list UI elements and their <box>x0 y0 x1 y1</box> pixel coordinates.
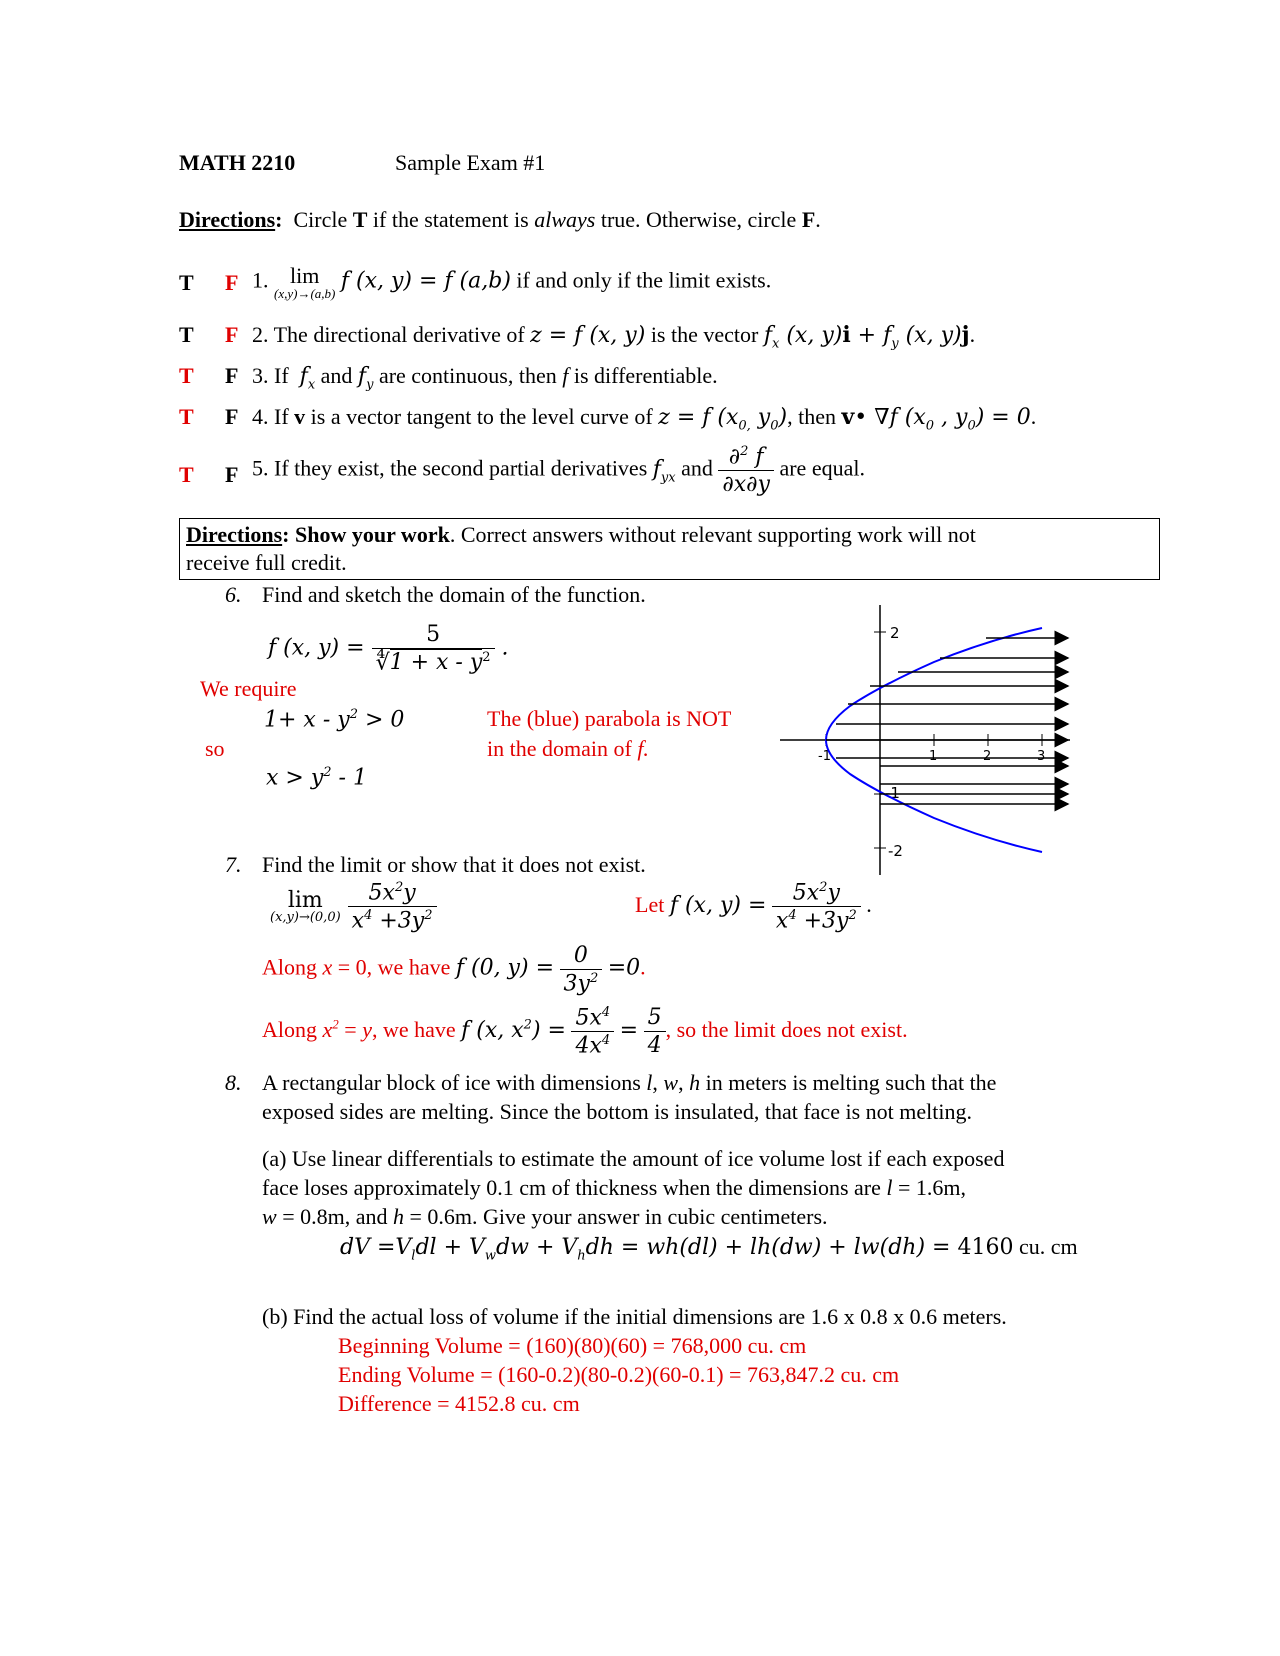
q8-line2: exposed sides are melting. Since the bottom is insulated, that face is not melting. <box>262 1099 972 1124</box>
tf1-f[interactable]: F <box>225 270 239 295</box>
q7-along1-lhs: f (0, y) = <box>455 955 554 981</box>
tf3-f[interactable]: F <box>225 363 239 388</box>
q6-inequality2: $x > y^2 - 1$ <box>266 765 367 791</box>
directions2-bold: Show your work <box>294 522 450 547</box>
q6-so: so <box>205 736 225 761</box>
q8-line1-b: in meters is melting such that the <box>705 1070 997 1095</box>
q8b-answer1: Beginning Volume = (160)(80)(60) = 768,000 cu. cm <box>338 1333 807 1358</box>
q7-prompt: Find the limit or show that it does not exist. <box>262 852 646 877</box>
q6-note-line2 <box>487 736 649 762</box>
tf5-f[interactable]: F <box>225 462 239 487</box>
directions2-line2: receive full credit. <box>186 550 347 575</box>
tf2-statement: 2. The directional derivative of z = f (x, y) is the vector $f_x$ (x, $y)i + f_y$ (x, y)j. <box>252 322 976 352</box>
tf5-and: and <box>681 455 713 481</box>
q8-w: w <box>663 1070 679 1095</box>
q6-ineq1: 1+ x - y <box>264 707 350 733</box>
exam-title: Sample Exam #1 <box>395 150 546 175</box>
tf4-text: If <box>274 404 289 429</box>
q7-along2-lhs-end: ) = <box>531 1017 566 1043</box>
q8a-line1: (a) Use linear differentials to estimate the amount of ice volume lost if each exposed <box>262 1146 1005 1171</box>
tf1-t[interactable]: T <box>179 270 194 295</box>
q6-domain-graph <box>780 600 1080 880</box>
q6-note-f: f. <box>637 736 649 761</box>
tf4-num: 4. <box>252 404 269 429</box>
q8a-line3-a: = 0.8m, and <box>282 1204 388 1229</box>
tf2-num: 2. <box>252 322 269 347</box>
directions2-text-a: . Correct answers without relevant supporting work will not <box>449 522 976 547</box>
q7-along2-end: , so the limit does not exist. <box>665 1016 908 1042</box>
q8-line1-a: A rectangular block of ice with dimensions <box>262 1070 641 1095</box>
directions-end: . <box>815 207 821 232</box>
q7-lim: lim <box>287 888 323 914</box>
q7-let-numer-end: y <box>827 880 840 906</box>
directions2-line1: Directions: Show your work. Correct answers without relevant supporting work will not <box>186 522 976 547</box>
q6-denom: 1 + x - y <box>389 650 483 676</box>
q8-h: h <box>689 1070 701 1095</box>
tf5-num: 5. <box>252 455 269 481</box>
q6-ineq1-rhs: > 0 <box>357 707 405 733</box>
domain-arrows <box>826 638 1068 804</box>
q7-along2-result-num: 5 <box>647 1005 662 1031</box>
q7-along2-result <box>644 1005 666 1058</box>
tick-x-3: 3 <box>1037 749 1046 764</box>
q6-note-line1: The (blue) parabola is NOT <box>487 706 732 731</box>
q6-prompt: Find and sketch the domain of the function. <box>262 582 646 607</box>
q8a-line3-b: = 0.6m. Give your answer in cubic centimeters. <box>409 1204 828 1229</box>
q7-let-lhs: f (x, y) = <box>669 892 767 918</box>
q7-along1-rhs: =0 <box>607 955 641 981</box>
q8a-line2-b: = 1.6m, <box>898 1175 967 1200</box>
q6-numer: 5 <box>426 622 441 647</box>
directions-text-a: Circle <box>293 207 348 232</box>
q7-fraction: $\frac{5x^2y}{x^4 +3y^2}$ <box>348 880 437 934</box>
directions-t: T <box>352 207 368 232</box>
q7-let-expression: Let f (x, y) = $\frac{5x^2y}{x^4 +3y^2}$ . <box>635 880 872 934</box>
q7-denom-a: x <box>351 908 365 934</box>
directions2-label: Directions <box>186 522 283 547</box>
q8b-answer3: Difference = 4152.8 cu. cm <box>338 1391 580 1416</box>
q7-along2-den: 4x <box>575 1033 602 1059</box>
q7-along2-eq: = <box>619 1017 639 1043</box>
q7-along2-a: Along <box>262 1016 317 1042</box>
directions-text-b: if the statement is <box>372 207 529 232</box>
q8b-answer2: Ending Volume = (160-0.2)(80-0.2)(60-0.1) = 763,847.2 cu. cm <box>338 1362 900 1387</box>
q6-number: 6. <box>225 582 242 607</box>
q7-along1-den: 3y <box>563 971 590 997</box>
tf4-then: , then <box>787 404 836 429</box>
tf5-text: If they exist, the second partial derivatives <box>274 455 648 481</box>
q6-note2: in the domain of <box>487 736 632 761</box>
q7-along2-fraction: $\frac{5x^4}{4x^4}$ <box>571 1005 614 1059</box>
tf4-text2: is a vector tangent to the level curve of <box>310 404 653 429</box>
q7-along1-fraction: $\frac{0}{3y^2}$ <box>560 943 603 996</box>
tf1-statement: 1. lim (x,y)→(a,b) f (x, y) = f (a,b) if and only if the limit exists. <box>252 263 772 301</box>
q6-ineq2: x > y <box>266 765 324 791</box>
q7-along1: Along x = 0, we have f (0, y) = $\frac{0}{3y^2}$ =0. <box>262 943 646 997</box>
q7-let-denom-b: +3y <box>796 908 849 934</box>
q8-line1: A rectangular block of ice with dimensions l, w, h in meters is melting such that the <box>262 1070 997 1095</box>
q7-let-denom-a: x <box>775 908 789 934</box>
tf3-and: and <box>320 363 353 388</box>
q7-along2-c: , we have <box>371 1016 456 1042</box>
q7-along2-b: = <box>344 1016 357 1042</box>
tf2-t[interactable]: T <box>179 322 194 347</box>
tf3-statement: 3. If $f_x$ and $f_y$ are continuous, then f is differentiable. <box>252 363 718 393</box>
q7-along1-x: x <box>322 954 333 980</box>
tick-y-2: 2 <box>890 624 900 642</box>
tf5-fraction: $\frac{\partial^2 f}{\partial x\partial y}$ <box>718 444 774 497</box>
q7-numer: 5x <box>368 880 395 906</box>
tf2-text2: is the vector <box>650 322 759 347</box>
q7-numer-end: y <box>403 880 416 906</box>
q6-fraction: $\frac{5}{∜1 + x - y^2}$ <box>372 622 495 675</box>
tf4-statement: 4. If v is a vector tangent to the level curve of z = f ($x_{0,}$ $y_0$), then v• ∇f ($x_0$ , $y_0) = 0$. <box>252 404 1037 434</box>
tf2-f[interactable]: F <box>225 322 239 347</box>
q8a-line3: w = 0.8m, and h = 0.6m. Give your answer in cubic centimeters. <box>262 1204 828 1229</box>
q7-along2: Along $x^2 = y$, we have f (x, $x^2$) = $\frac{5x^4}{4x^4}$ = $\frac{5}{4}$ , so the limit does not exist. <box>262 1005 908 1059</box>
q6-inequality1: $1+ x - y^2 > 0$ <box>264 707 405 733</box>
q8a-line2-a: face loses approximately 0.1 cm of thickness when the dimensions are <box>262 1175 881 1200</box>
q7-number: 7. <box>225 852 242 877</box>
directions-f: F <box>801 207 816 232</box>
q7-along1-num: 0 <box>573 943 588 968</box>
q8-number: 8. <box>225 1070 242 1095</box>
tf5-t[interactable]: T <box>179 462 194 487</box>
tf3-text: If <box>274 363 289 388</box>
q8a-line2: face loses approximately 0.1 cm of thickness when the dimensions are l = 1.6m, <box>262 1175 967 1200</box>
tf1-text: if and only if the limit exists. <box>516 267 772 293</box>
q8a-answer-units: cu. cm <box>1018 1234 1078 1259</box>
directions-label: Directions <box>179 207 276 232</box>
tf3-text3: is differentiable. <box>573 363 718 388</box>
tf3-num: 3. <box>252 363 269 388</box>
q7-along1-a: Along <box>262 954 317 980</box>
q7-let-fraction: $\frac{5x^2y}{x^4 +3y^2}$ <box>772 880 861 934</box>
directions-text-c: true. Otherwise, circle <box>600 207 797 232</box>
q7-along2-lhs: f (x, x <box>461 1017 524 1043</box>
q6-ineq2-rhs: - 1 <box>331 765 367 791</box>
tf4-t[interactable]: T <box>179 404 194 429</box>
q8-l: l <box>646 1070 653 1095</box>
q7-let: Let <box>635 891 665 917</box>
course-title: MATH 2210 <box>179 150 296 175</box>
tick-y-neg1: -1 <box>885 784 900 802</box>
q8b-line: (b) Find the actual loss of volume if the initial dimensions are 1.6 x 0.8 x 0.6 meters. <box>262 1304 1007 1329</box>
tick-x-1: 1 <box>929 749 938 764</box>
q6-lhs: f (x, y) = <box>268 635 365 661</box>
tf3-t[interactable]: T <box>179 363 194 388</box>
q7-limit-expression <box>270 880 437 934</box>
tick-x-2: 2 <box>983 749 992 764</box>
q6-function: f (x, y) = $\frac{5}{∜1 + x - y^2}$ . <box>268 622 509 676</box>
tf3-f-var: f <box>562 363 569 388</box>
tf1-limit: lim (x,y)→(a,b) <box>274 263 336 301</box>
q7-along2-result-den: 4 <box>644 1031 666 1058</box>
tf5-statement: 5. If they exist, the second partial derivatives $f_{yx}$ and $\frac{\partial^2 f}{\partial x\partial y}$ are equal. <box>252 444 865 498</box>
tf4-f[interactable]: F <box>225 404 239 429</box>
q7-let-numer: 5x <box>792 880 820 906</box>
q7-along2-num: 5x <box>575 1005 602 1031</box>
q8a-answer-lhs: dV =V <box>340 1235 412 1260</box>
tf3-text2: are continuous, then <box>378 363 557 388</box>
tf2-text: The directional derivative of <box>273 322 525 347</box>
directions-always: always <box>534 207 596 232</box>
q7-lim-sub: (x,y)→(0,0) <box>270 910 341 926</box>
tf1-num: 1. <box>252 267 269 293</box>
q8a-answer: dV $=V_ldl + V_wdw + V_hdh = wh(dl) + lh(dw) + lw(dh) = 4160$ cu. cm <box>340 1234 1078 1264</box>
tick-y-neg2: -2 <box>888 842 903 860</box>
q6-work-require: We require <box>200 676 297 701</box>
q7-along1-b: = 0, we have <box>337 954 451 980</box>
tf4-v: v <box>294 404 306 429</box>
tick-x-neg1: -1 <box>818 749 831 764</box>
directions-line: Directions: Circle T if the statement is always true. Otherwise, circle F. <box>179 207 821 232</box>
q7-denom-b: +3y <box>372 908 425 934</box>
tf5-text2: are equal. <box>779 455 865 481</box>
